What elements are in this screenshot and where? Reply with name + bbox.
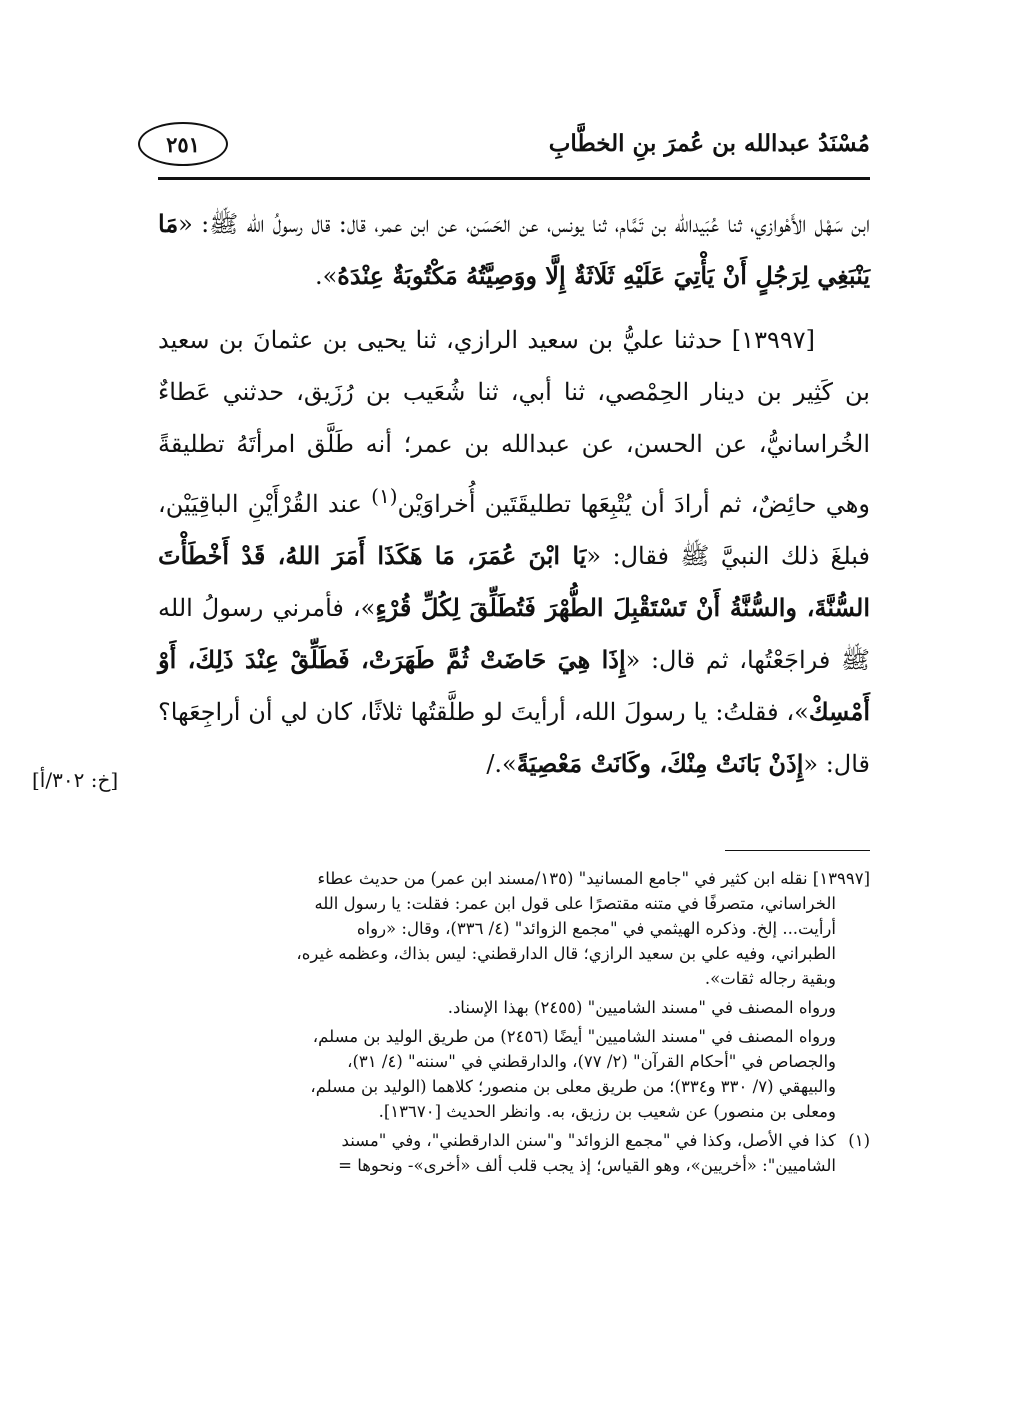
manuscript-folio-ref: [خ: ٣٠٢/أ] [32, 768, 119, 792]
running-title: مُسْنَدُ عبدالله بن عُمرَ بنِ الخطَّابِ [548, 130, 870, 157]
hadith-matn-3: إِذَنْ بَانَتْ مِنْكَ، وكَانَتْ مَعْصِيَةً [516, 749, 804, 778]
footnote-line: [١٣٩٩٧] نقله ابن كثير في "جامع المسانيد" (١٣٥/مسند ابن عمر) من حديث عطاء [317, 869, 870, 888]
narration-text: »، فقلتُ: يا رسولَ الله، أرأيتَ لو طلَّقتُها ثلاثًا، كان لي أن أراجِعَها؟ قال: « [158, 698, 870, 778]
page-header [130, 122, 870, 172]
footnote-line: ومعلى بن منصور) عن شعيب بن رزيق، به. وانظر الحديث [١٣٦٧٠]. [378, 1102, 836, 1121]
footnote-line: الطبراني، وفيه علي بن سعيد الرازي؛ قال الدارقطني: ليس بذاك، وعظمه غيره، [296, 944, 836, 963]
isnad-text: ابن سَهْل الأَهْوازي، ثنا عُبَيدالله بن تَمَّام، ثنا يونس، عن الحَسَن، عن ابن عمر، قال: قال رسولُ الله ﷺ: « [178, 210, 870, 238]
takhrij-para-2: ورواه المصنف في "مسند الشاميين" (٢٤٥٥) بهذا الإسناد. [447, 998, 836, 1017]
narration-text: »، فأمرني رسولُ الله ﷺ فراجَعْتُها، ثم قال: « [158, 594, 871, 674]
footnote-1 [160, 1128, 870, 1178]
footnote-line: الشاميين": «أخريين»، وهو القياس؛ إذ يجب قلب ألف «أخرى»- ونحوها = [338, 1156, 836, 1175]
isnad-text: حدثنا عليُّ بن سعيد الرازي، ثنا يحيى بن عثمانَ بن سعيد بن كَثِير بن دينار الحِمْصي، ثنا أبي، ثنا شُعَيب بن رُزَيق، حدثني عَطاءٌ الخُراسانيُّ، عن الحسن، عن عبدالله بن عمر؛ أنه طَلَّق امرأتَهُ تطليقةً وهي حائِضٌ، ثم أرادَ أن يُتْبِعَها تطليقَتَين أُخراوَيْن [158, 326, 870, 518]
quote-close: »./ [486, 750, 517, 778]
footnote-line: والبيهقي (٧/ ٣٣٠ و٣٣٤)؛ من طريق معلى بن منصور؛ كلاهما (الوليد بن مسلم، [310, 1077, 836, 1096]
footnote-line: كذا في الأصل، وكذا في "مجمع الزوائد" و"سنن الدارقطني"، وفي "مسند [341, 1131, 836, 1150]
quote-close: ». [314, 262, 338, 290]
narration-text: عند القُرْأَيْنِ الباقِيَيْن، فبلغَ ذلك النبيَّ ﷺ فقال: « [158, 490, 870, 570]
hadith-matn-2: إِذَا هِيَ حَاضَتْ ثُمَّ طَهَرَتْ، فَطَلِّقْ عِنْدَ ذَلِكَ، أَوْ أَمْسِكْ [158, 645, 870, 726]
hadith-matn-1: يَا ابْنَ عُمَرَ، مَا هَكَذَا أَمَرَ اللهُ، قَدْ أَخْطَأْتَ السُّنَّةَ، والسُّنَّةُ أَنْ تَسْتَقْبِلَ الطُّهْرَ فَتُطَلِّقَ لِكُلِّ قُرْءٍ [158, 541, 870, 622]
page-number: ٢٥١ [138, 122, 228, 166]
main-text [158, 198, 870, 790]
footnote-line: وبقية رجاله ثقات». [704, 969, 836, 988]
footnotes [160, 866, 870, 1178]
hadith-matn: مَا يَنْبَغِي لِرَجُلٍ أَنْ يَأْتِيَ عَلَيْهِ ثَلَاثَةٌ إِلَّا ووَصِيَّتُهُ مَكْتُوبَةٌ عِنْدَهُ [158, 209, 870, 290]
footnote-line: ورواه المصنف في "مسند الشاميين" أيضًا (٢٤٥٦) من طريق الوليد بن مسلم، [312, 1027, 836, 1046]
takhrij-note [160, 866, 870, 991]
footnote-ref: (١) [371, 484, 398, 508]
hadith-13997 [158, 314, 870, 790]
hadith-continuation [158, 198, 870, 302]
hadith-number: [١٣٩٩٧] [731, 326, 815, 354]
footnote-line: أرأيت... إلخ. وذكره الهيثمي في "مجمع الزوائد" (٤/ ٣٣٦)، وقال: «رواه [356, 919, 836, 938]
footnote-line: والجصاص في "أحكام القرآن" (٢/ ٧٧)، والدارقطني في "سننه" (٤/ ٣١)، [347, 1052, 836, 1071]
footnote-rule [725, 850, 870, 851]
footnote-line: الخراساني، متصرفًا في متنه مقتصرًا على قول ابن عمر: فقلت: يا رسول الله [314, 894, 836, 913]
takhrij-para-3 [160, 1024, 870, 1124]
footnote-number: (١) [848, 1131, 870, 1150]
header-rule [158, 177, 870, 180]
